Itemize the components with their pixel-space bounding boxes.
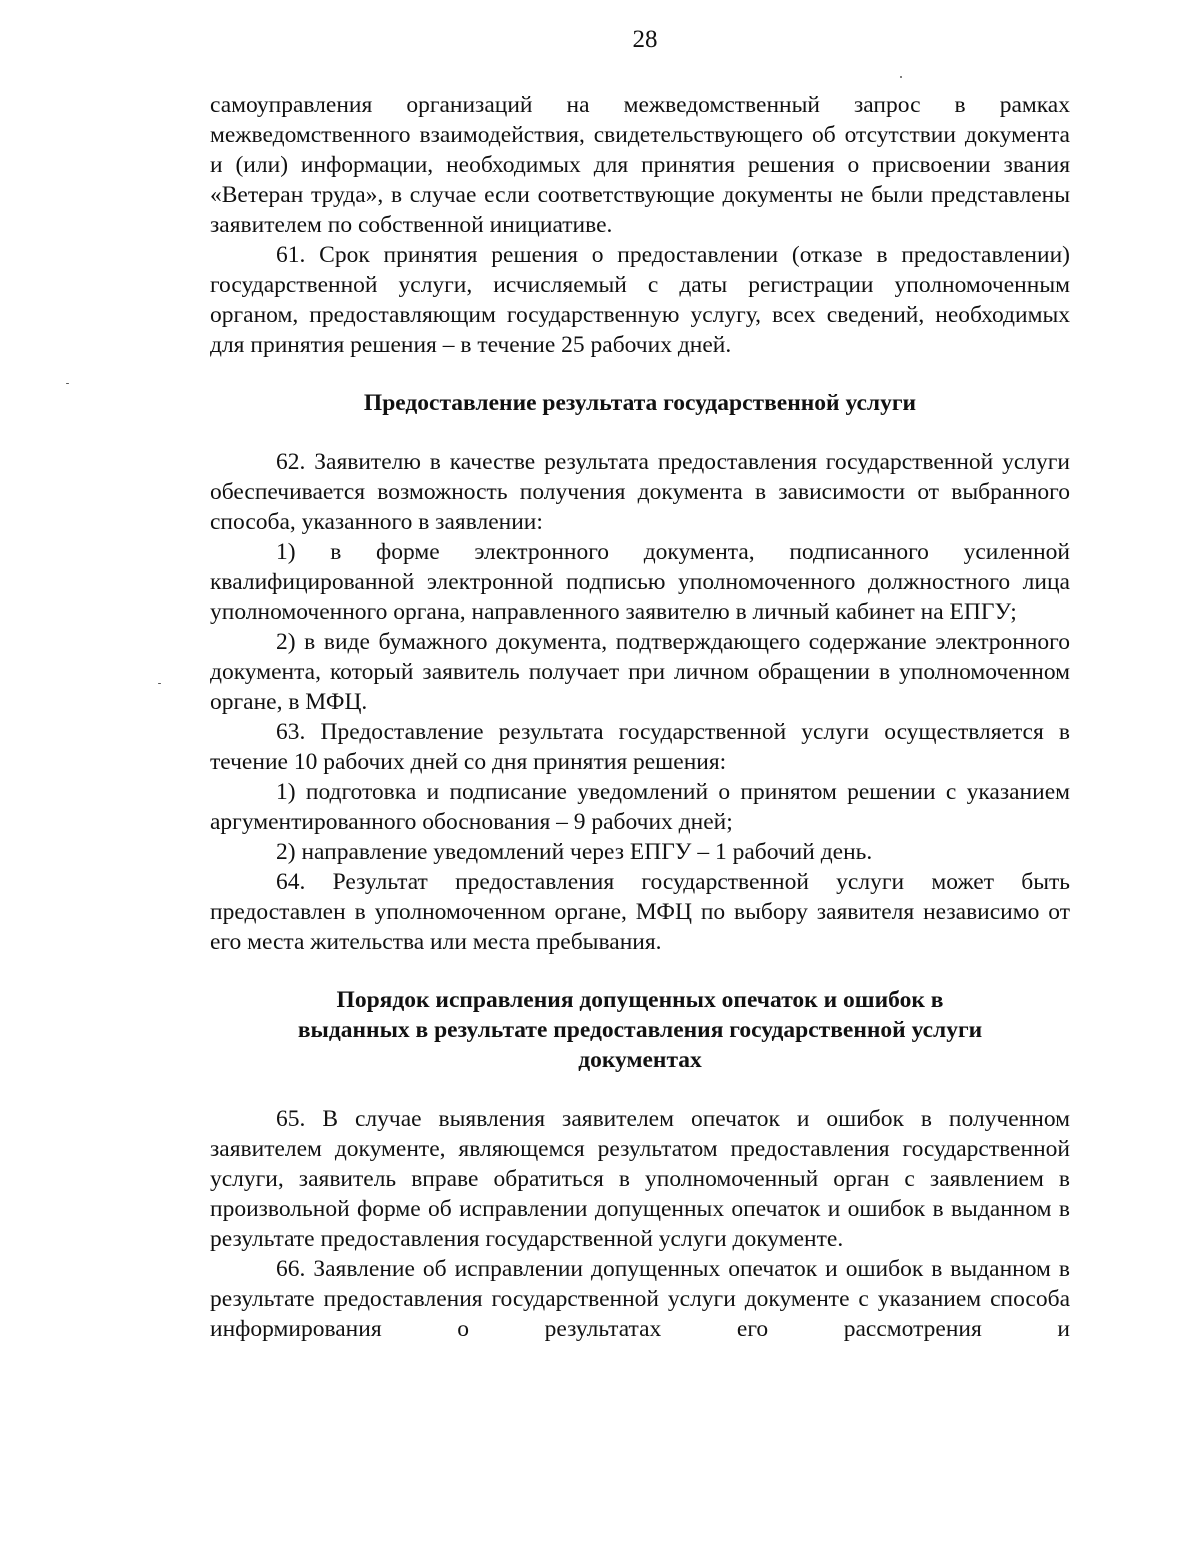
- paragraph-61: 61. Срок принятия решения о предоставлении (отказе в предоставлении) государственной услуги, исчисляемый с даты регистрации уполномоченным органом, предоставляющим государственную услугу, всех сведений, необходимых для принятия решения – в течение 25 рабочих дней.: [210, 242, 1070, 358]
- paragraph-65: 65. В случае выявления заявителем опечаток и ошибок в полученном заявителем документе, являющемся результатом предоставления государственной услуги, заявитель вправе обратиться в уполномоченный орган с заявлением в произвольной форме об исправлении допущенных опечаток и ошибок в выданном в результате предоставления государственной услуги документе.: [210, 1106, 1070, 1252]
- paragraph-62: 62. Заявителю в качестве результата предоставления государственной услуги обеспечивается возможность получения документа в зависимости от выбранного способа, указанного в заявлении:: [210, 449, 1070, 535]
- paragraph-continuation: самоуправления организаций на межведомственный запрос в рамках межведомственного взаимодействия, свидетельствующего об отсутствии документа и (или) информации, необходимых для принятия решения о присвоении звания «Ветеран труда», в случае если соответствующие документы не были представлены заявителем по собственной инициативе.: [210, 92, 1070, 238]
- heading-line: выданных в результате предоставления государственной услуги: [297, 1017, 983, 1043]
- paragraph-62-item-1: 1) в форме электронного документа, подписанного усиленной квалифицированной электронной подписью уполномоченного должностного лица уполномоченного органа, направленного заявителю в личный кабинет на ЕПГУ;: [210, 539, 1070, 625]
- paragraph-63: 63. Предоставление результата государственной услуги осуществляется в течение 10 рабочих дней со дня принятия решения:: [210, 719, 1070, 775]
- scan-speck: [900, 76, 902, 78]
- scan-speck: [66, 383, 69, 384]
- heading-line: документах: [578, 1047, 702, 1073]
- document-body: [210, 90, 1070, 1344]
- section-heading-corrections: [210, 985, 1070, 1075]
- heading-line: Порядок исправления допущенных опечаток и ошибок в: [336, 987, 944, 1013]
- paragraph-63-item-1: 1) подготовка и подписание уведомлений о принятом решении с указанием аргументированного обоснования – 9 рабочих дней;: [210, 779, 1070, 835]
- paragraph-62-item-2: 2) в виде бумажного документа, подтверждающего содержание электронного документа, который заявитель получает при личном обращении в уполномоченном органе, в МФЦ.: [210, 629, 1070, 715]
- scan-speck: [158, 683, 161, 684]
- paragraph-66: 66. Заявление об исправлении допущенных опечаток и ошибок в выданном в результате предоставления государственной услуги документе с указанием способа информирования о результатах его рассмотрения и: [210, 1256, 1070, 1342]
- paragraph-63-item-2: 2) направление уведомлений через ЕПГУ – 1 рабочий день.: [276, 839, 873, 865]
- page-number: 28: [632, 26, 658, 53]
- section-heading-result: Предоставление результата государственной услуги: [363, 390, 917, 416]
- paragraph-64: 64. Результат предоставления государственной услуги может быть предоставлен в уполномоченном органе, МФЦ по выбору заявителя независимо от его места жительства или места пребывания.: [210, 869, 1070, 955]
